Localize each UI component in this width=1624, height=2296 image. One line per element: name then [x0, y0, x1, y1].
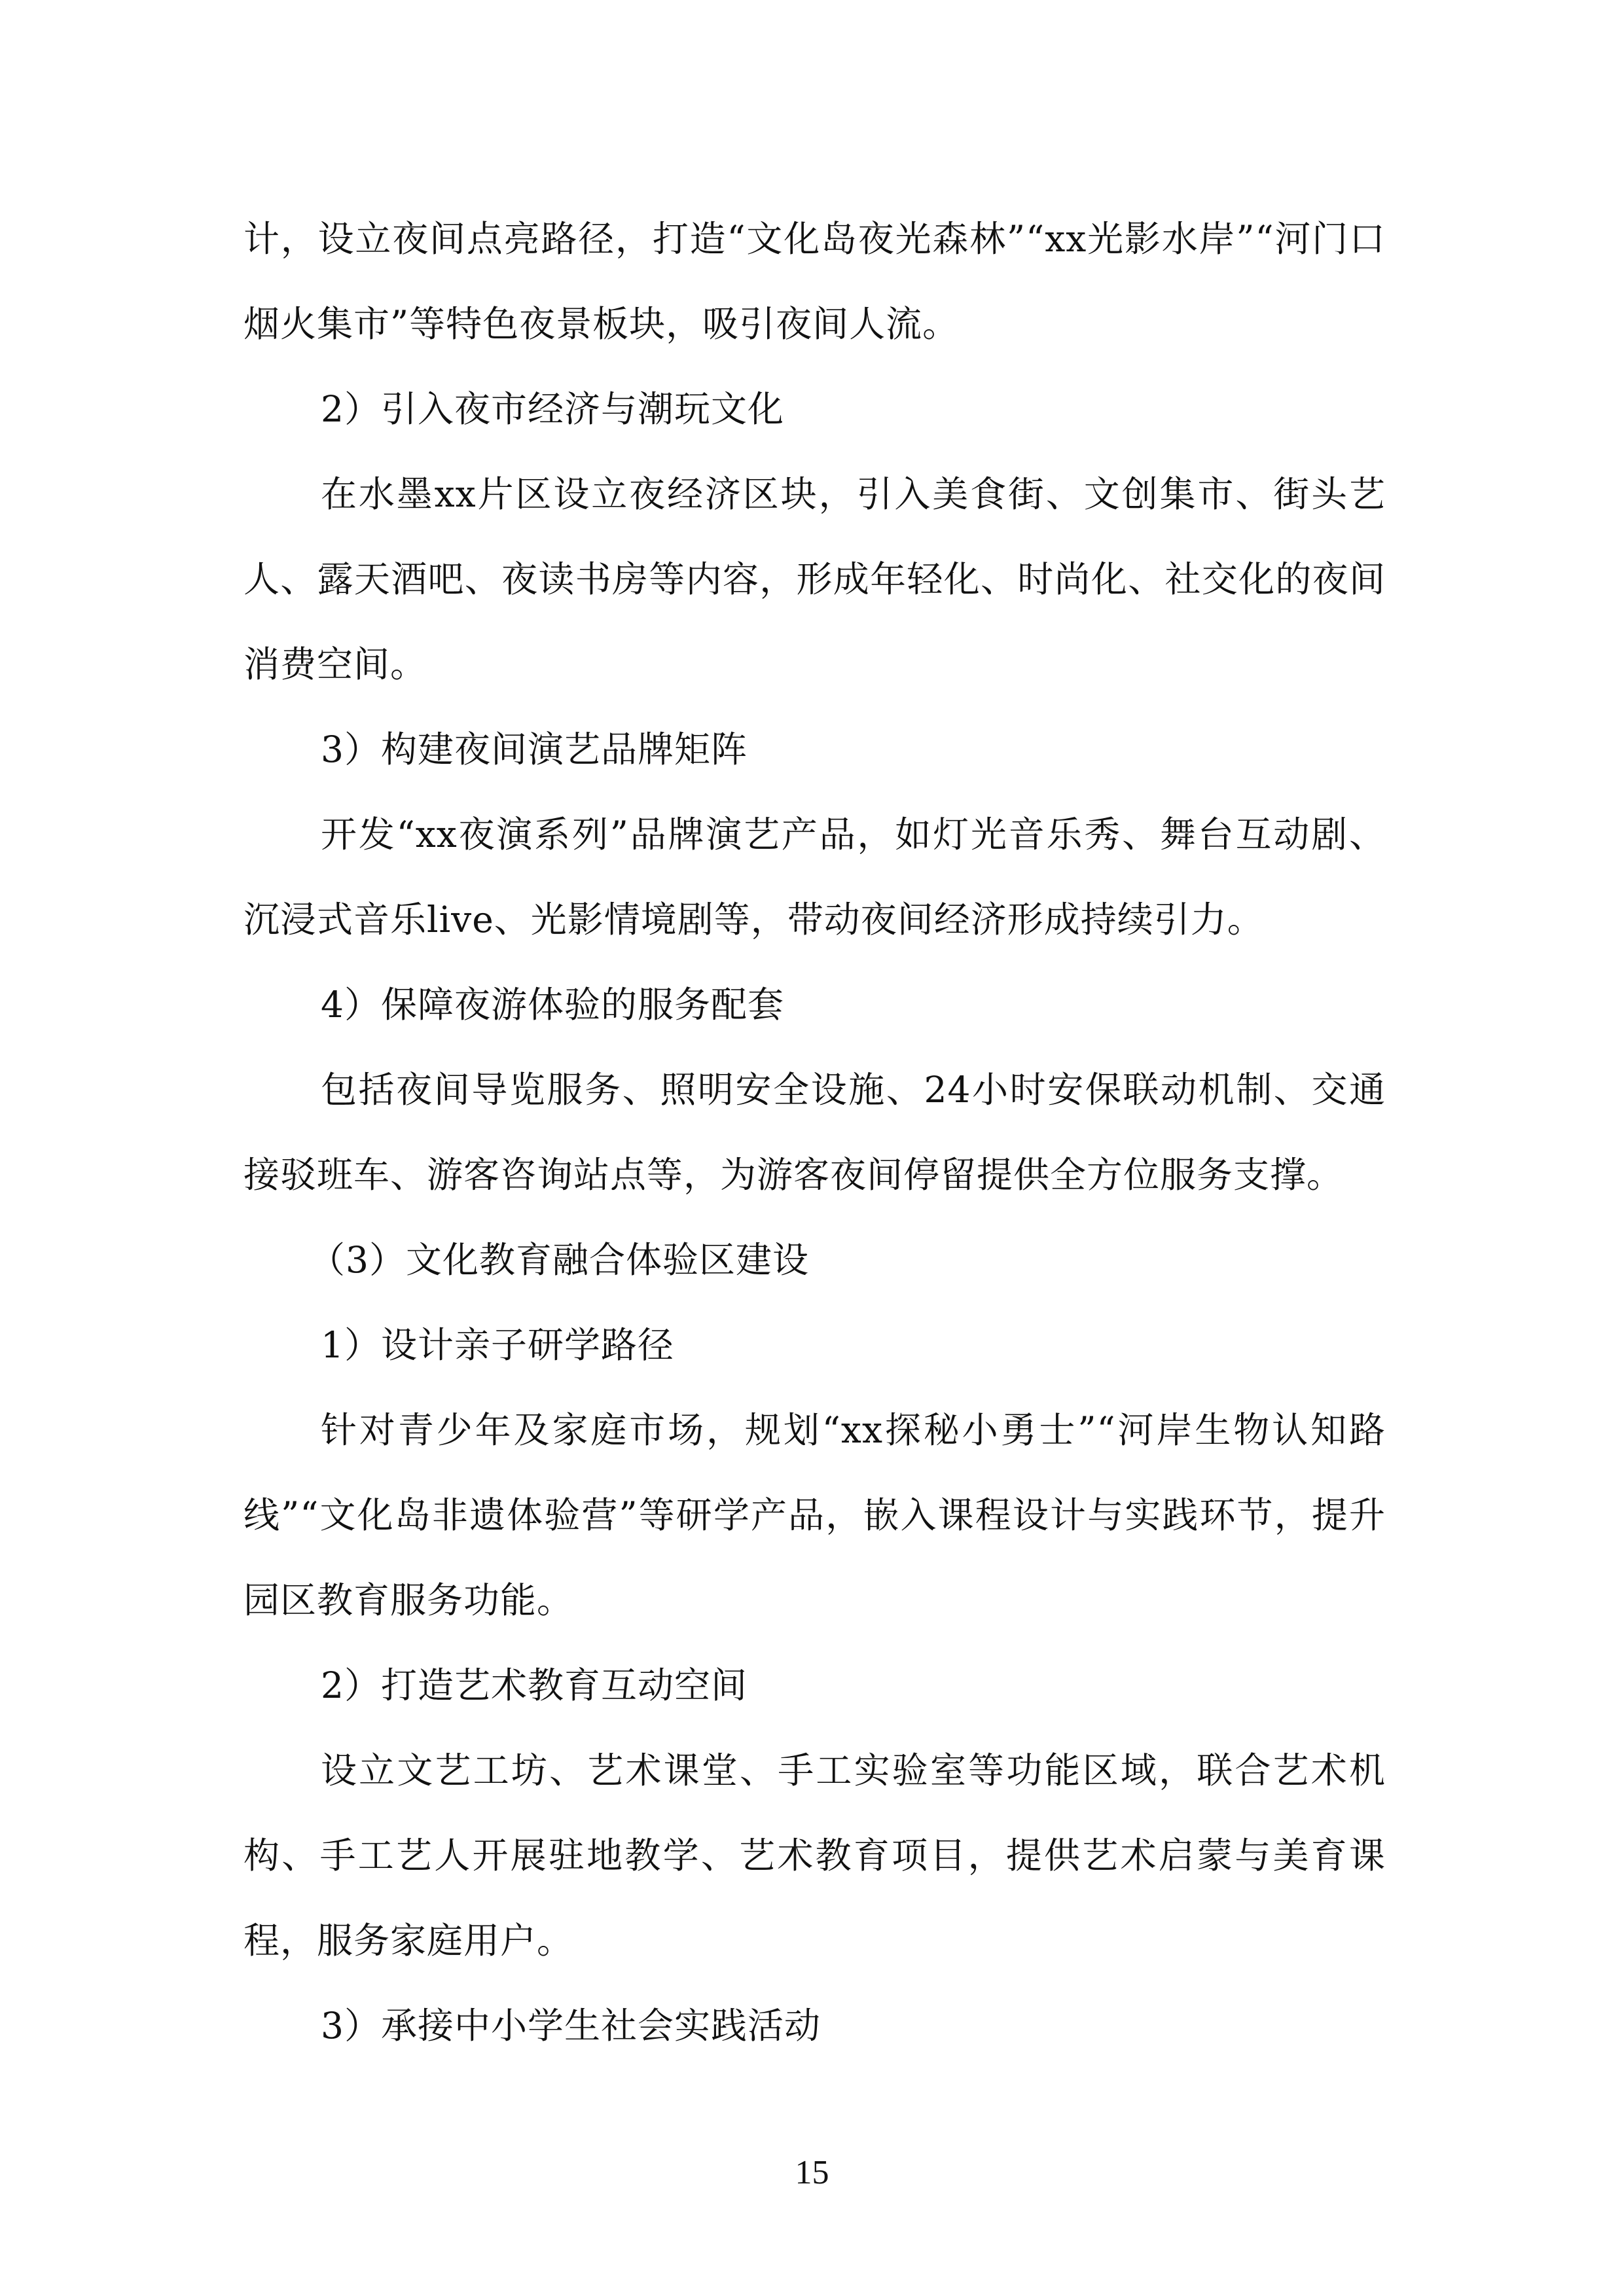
- paragraph-night-economy-block: 在水墨xx片区设立夜经济区块，引入美食街、文创集市、街头艺人、露天酒吧、夜读书房等内容，形成年轻化、时尚化、社交化的夜间消费空间。: [244, 473, 1386, 685]
- heading-family-study-route: 1）设计亲子研学路径: [321, 1324, 674, 1366]
- heading-culture-education-zone: （3）文化教育融合体验区建设: [309, 1239, 809, 1281]
- heading-student-social-practice: 3）承接中小学生社会实践活动: [321, 2005, 821, 2047]
- heading-night-performance-brand: 3）构建夜间演艺品牌矩阵: [321, 728, 748, 770]
- paragraph-art-education: 设立文艺工坊、艺术课堂、手工实验室等功能区域，联合艺术机构、手工艺人开展驻地教学、艺术教育项目，提供艺术启蒙与美育课程，服务家庭用户。: [244, 1749, 1386, 1962]
- paragraph-night-scene-design: 计，设立夜间点亮路径，打造“文化岛夜光森林”“xx光影水岸”“河门口烟火集市”等特色夜景板块，吸引夜间人流。: [244, 218, 1386, 345]
- page-number: 15: [795, 2154, 829, 2191]
- paragraph-study-products: 针对青少年及家庭市场，规划“xx探秘小勇士”“河岸生物认知路线”“文化岛非遗体验营”等研学产品，嵌入课程设计与实践环节，提升园区教育服务功能。: [244, 1409, 1386, 1621]
- heading-art-education-space: 2）打造艺术教育互动空间: [321, 1664, 748, 1706]
- heading-night-tour-services: 4）保障夜游体验的服务配套: [321, 984, 784, 1026]
- paragraph-night-tour-services: 包括夜间导览服务、照明安全设施、24小时安保联动机制、交通接驳班车、游客咨询站点等，为游客夜间停留提供全方位服务支撑。: [244, 1069, 1386, 1196]
- body-text: [244, 196, 1386, 2068]
- paragraph-night-performance-products: 开发“xx夜演系列”品牌演艺产品，如灯光音乐秀、舞台互动剧、沉浸式音乐live、光影情境剧等，带动夜间经济形成持续引力。: [244, 814, 1386, 941]
- heading-night-market-economy: 2）引入夜市经济与潮玩文化: [321, 388, 784, 430]
